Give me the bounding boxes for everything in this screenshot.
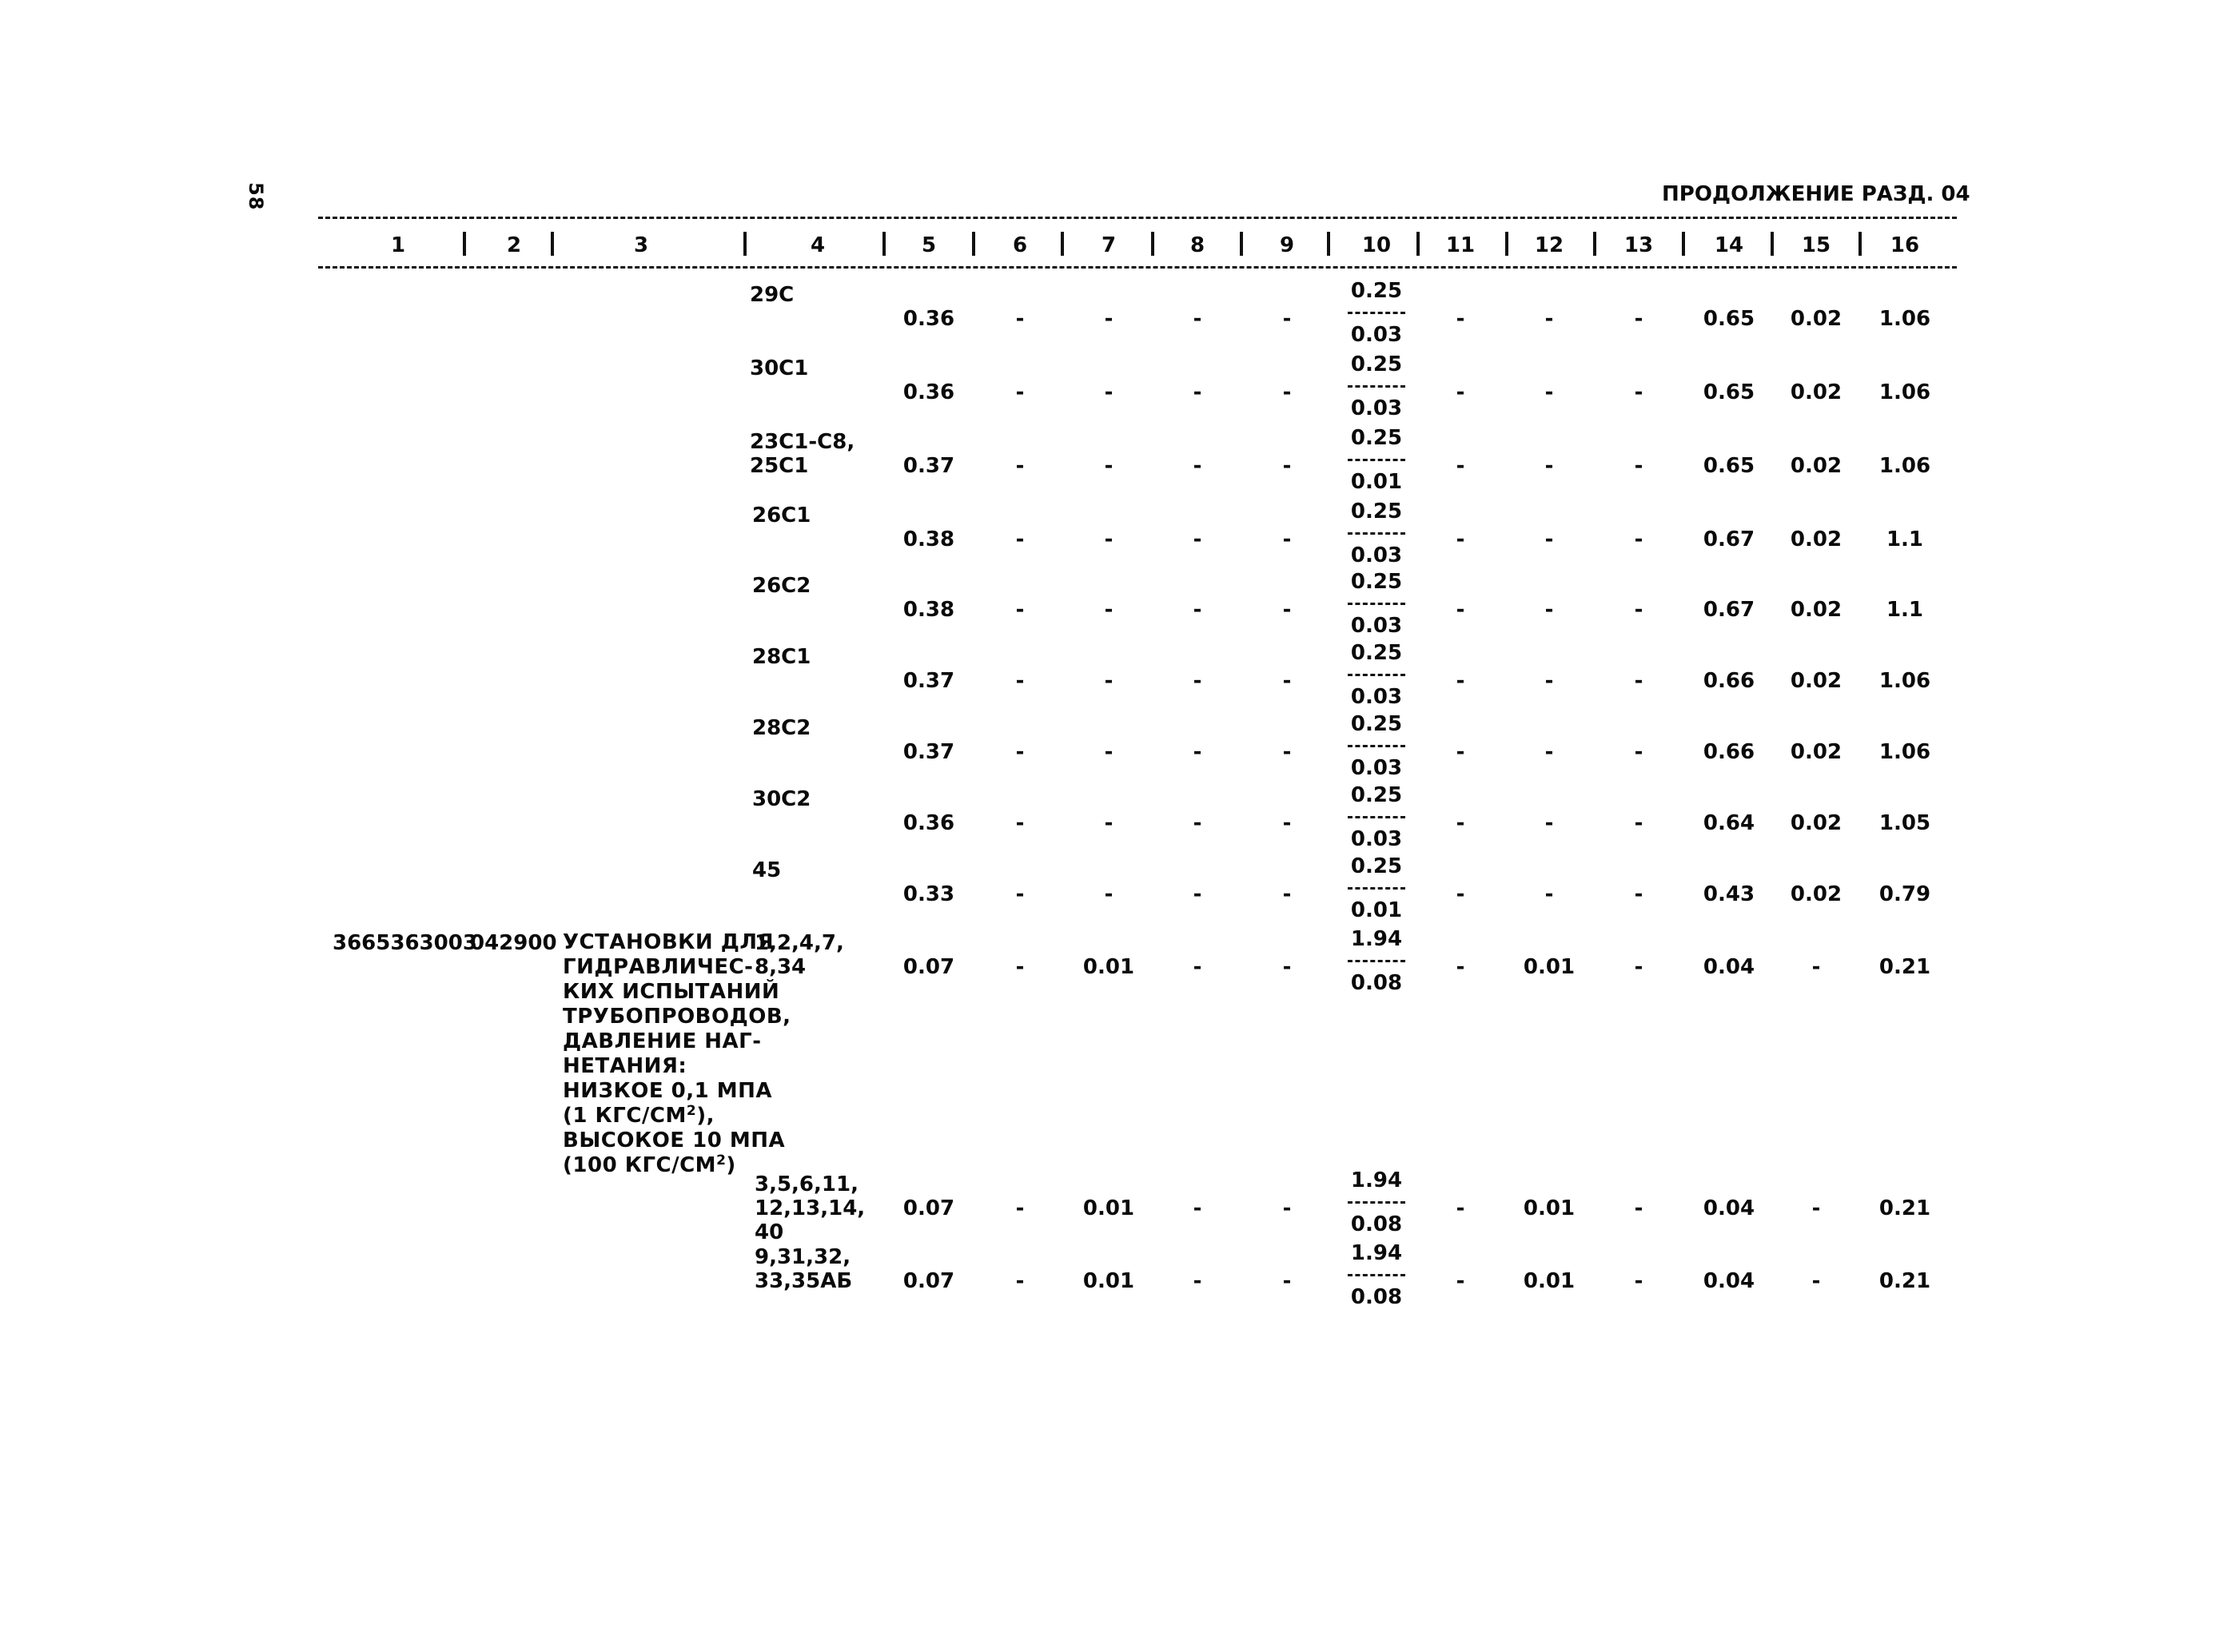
- fraction-numerator: 0.25: [1350, 279, 1403, 303]
- description-line: [563, 1104, 791, 1129]
- cell-mark: 1,2,4,7,: [755, 931, 844, 955]
- cell-c15: 0.02: [1790, 882, 1843, 906]
- cell-c16: 0.21: [1878, 1269, 1931, 1293]
- cell-c12: -: [1544, 307, 1554, 331]
- fraction-denominator: 0.01: [1350, 898, 1403, 922]
- header-col-3: 3: [633, 233, 649, 257]
- cell-c7: -: [1104, 598, 1113, 622]
- cell-c9: -: [1282, 307, 1292, 331]
- cell-mark: 8,34: [755, 955, 807, 979]
- cell-fraction: [1329, 714, 1424, 778]
- cell-c8: -: [1193, 454, 1202, 478]
- cell-c16: 1.06: [1878, 454, 1931, 478]
- cell-c16: 1.06: [1878, 307, 1931, 331]
- fraction-denominator: 0.03: [1350, 827, 1403, 851]
- fraction-denominator: 0.08: [1350, 971, 1403, 995]
- cell-c12: -: [1544, 527, 1554, 551]
- cell-c9: -: [1282, 380, 1292, 404]
- description-line: УСТАНОВКИ ДЛЯ: [563, 930, 774, 954]
- cell-c12: -: [1544, 811, 1554, 835]
- fraction-bar: [1348, 960, 1405, 962]
- cell-c6: -: [1015, 527, 1025, 551]
- header-separator: [972, 232, 975, 256]
- description-text: (100 КГС/СМ: [563, 1153, 717, 1177]
- description-line: НИЗКОЕ 0,1 МПА: [563, 1079, 773, 1103]
- header-bottom-rule: [318, 266, 1957, 269]
- fraction-denominator: 0.03: [1350, 756, 1403, 780]
- cell-c16: 0.79: [1878, 882, 1931, 906]
- fraction-numerator: 1.94: [1350, 1168, 1403, 1192]
- cell-c8: -: [1193, 882, 1202, 906]
- cell-mark: 26С1: [752, 504, 811, 527]
- cell-c13: -: [1634, 955, 1643, 979]
- cell-c6: -: [1015, 955, 1025, 979]
- fraction-bar: [1348, 1274, 1405, 1276]
- header-separator: [1505, 232, 1508, 256]
- cell-c8: -: [1193, 307, 1202, 331]
- cell-c7: 0.01: [1082, 1196, 1135, 1220]
- cell-c13: -: [1634, 1269, 1643, 1293]
- cell-c5: 0.36: [902, 380, 955, 404]
- cell-c11: -: [1456, 669, 1465, 693]
- description-line: НЕТАНИЯ:: [563, 1054, 687, 1078]
- cell-fraction: [1329, 856, 1424, 921]
- cell-c9: -: [1282, 598, 1292, 622]
- cell-c14: 0.64: [1703, 811, 1755, 835]
- header-separator: [1593, 232, 1596, 256]
- cell-c12: -: [1544, 882, 1554, 906]
- header-col-6: 6: [1012, 233, 1028, 257]
- section-title: ПРОДОЛЖЕНИЕ РАЗД. 04: [1662, 182, 1970, 206]
- cell-c15: 0.02: [1790, 380, 1843, 404]
- header-separator: [1327, 232, 1330, 256]
- cell-c5: 0.36: [902, 307, 955, 331]
- cell-c13: -: [1634, 882, 1643, 906]
- fraction-denominator: 0.03: [1350, 323, 1403, 347]
- cell-mark: 30С2: [752, 787, 811, 811]
- fraction-bar: [1348, 674, 1405, 676]
- cell-c15: 0.02: [1790, 527, 1843, 551]
- cell-c6: -: [1015, 882, 1025, 906]
- fraction-bar: [1348, 816, 1405, 818]
- fraction-numerator: 0.25: [1350, 500, 1403, 523]
- cell-c13: -: [1634, 811, 1643, 835]
- cell-c16: 1.1: [1886, 527, 1924, 551]
- fraction-bar: [1348, 312, 1405, 314]
- cell-c15: 0.02: [1790, 454, 1843, 478]
- cell-c11: -: [1456, 955, 1465, 979]
- cell-c9: -: [1282, 955, 1292, 979]
- fraction-bar: [1348, 1201, 1405, 1204]
- cell-c13: -: [1634, 527, 1643, 551]
- cell-c6: -: [1015, 307, 1025, 331]
- description-line: КИХ ИСПЫТАНИЙ: [563, 980, 780, 1004]
- fraction-numerator: 0.25: [1350, 712, 1403, 736]
- cell-c5: 0.33: [902, 882, 955, 906]
- cell-c12: 0.01: [1523, 955, 1576, 979]
- fraction-bar: [1348, 459, 1405, 461]
- cell-fraction: [1329, 929, 1424, 993]
- cell-c11: -: [1456, 598, 1465, 622]
- header-col-5: 5: [921, 233, 937, 257]
- cell-c14: 0.65: [1703, 307, 1755, 331]
- header-separator: [1416, 232, 1420, 256]
- cell-c16: 1.05: [1878, 811, 1931, 835]
- cell-c6: -: [1015, 1269, 1025, 1293]
- description-line: ДАВЛЕНИЕ НАГ-: [563, 1029, 762, 1053]
- cell-c12: 0.01: [1523, 1269, 1576, 1293]
- cell-c12: -: [1544, 669, 1554, 693]
- fraction-bar: [1348, 603, 1405, 605]
- cell-c9: -: [1282, 882, 1292, 906]
- cell-c7: -: [1104, 307, 1113, 331]
- cell-c16: 1.06: [1878, 740, 1931, 764]
- cell-c15: -: [1811, 1196, 1821, 1220]
- header-col-10: 10: [1361, 233, 1392, 257]
- cell-fraction: [1329, 428, 1424, 492]
- cell-c12: -: [1544, 454, 1554, 478]
- description-line: ТРУБОПРОВОДОВ,: [563, 1005, 791, 1029]
- cell-c5: 0.38: [902, 527, 955, 551]
- cell-fraction: [1329, 354, 1424, 419]
- cell-c8: -: [1193, 598, 1202, 622]
- cell-c7: -: [1104, 669, 1113, 693]
- header-col-4: 4: [810, 233, 826, 257]
- header-col-11: 11: [1445, 233, 1476, 257]
- fraction-bar: [1348, 385, 1405, 388]
- cell-c7: 0.01: [1082, 1269, 1135, 1293]
- cell-c8: -: [1193, 740, 1202, 764]
- page-number: 58: [245, 182, 267, 211]
- cell-c5: 0.07: [902, 955, 955, 979]
- cell-fraction: [1329, 281, 1424, 345]
- cell-fraction: [1329, 1170, 1424, 1235]
- cell-subcode: 042900: [470, 931, 557, 955]
- fraction-bar: [1348, 887, 1405, 890]
- fraction-numerator: 0.25: [1350, 854, 1403, 878]
- description-text: (1 КГС/СМ: [563, 1104, 687, 1128]
- cell-c12: -: [1544, 740, 1554, 764]
- fraction-denominator: 0.03: [1350, 614, 1403, 638]
- cell-c14: 0.04: [1703, 955, 1755, 979]
- description-text: ),: [696, 1104, 715, 1128]
- cell-mark: 23С1-С8,: [750, 430, 855, 454]
- cell-c5: 0.38: [902, 598, 955, 622]
- cell-c11: -: [1456, 1269, 1465, 1293]
- superscript: 2: [716, 1152, 727, 1168]
- cell-c8: -: [1193, 811, 1202, 835]
- cell-c14: 0.04: [1703, 1196, 1755, 1220]
- fraction-numerator: 0.25: [1350, 641, 1403, 665]
- cell-c6: -: [1015, 1196, 1025, 1220]
- cell-c5: 0.07: [902, 1196, 955, 1220]
- cell-c11: -: [1456, 527, 1465, 551]
- cell-c11: -: [1456, 882, 1465, 906]
- cell-c11: -: [1456, 454, 1465, 478]
- cell-mark: 40: [755, 1220, 784, 1244]
- cell-mark: 12,13,14,: [755, 1196, 866, 1220]
- header-col-7: 7: [1101, 233, 1117, 257]
- cell-c16: 0.21: [1878, 1196, 1931, 1220]
- cell-c5: 0.07: [902, 1269, 955, 1293]
- cell-c12: -: [1544, 598, 1554, 622]
- cell-c8: -: [1193, 1269, 1202, 1293]
- fraction-denominator: 0.03: [1350, 543, 1403, 567]
- header-col-12: 12: [1534, 233, 1564, 257]
- header-separator: [1061, 232, 1064, 256]
- cell-c15: -: [1811, 1269, 1821, 1293]
- cell-fraction: [1329, 785, 1424, 850]
- cell-c8: -: [1193, 1196, 1202, 1220]
- cell-c7: -: [1104, 811, 1113, 835]
- cell-c12: -: [1544, 380, 1554, 404]
- cell-mark: 26С2: [752, 574, 811, 598]
- cell-c5: 0.37: [902, 669, 955, 693]
- fraction-numerator: 1.94: [1350, 927, 1403, 951]
- cell-c16: 1.06: [1878, 669, 1931, 693]
- cell-c14: 0.65: [1703, 380, 1755, 404]
- header-col-13: 13: [1623, 233, 1654, 257]
- cell-c9: -: [1282, 1196, 1292, 1220]
- header-col-9: 9: [1279, 233, 1295, 257]
- cell-mark: 3,5,6,11,: [755, 1172, 859, 1196]
- cell-c13: -: [1634, 598, 1643, 622]
- cell-c9: -: [1282, 811, 1292, 835]
- fraction-bar: [1348, 532, 1405, 535]
- cell-c5: 0.36: [902, 811, 955, 835]
- cell-c15: 0.02: [1790, 811, 1843, 835]
- cell-c5: 0.37: [902, 454, 955, 478]
- cell-c8: -: [1193, 527, 1202, 551]
- cell-mark: 45: [752, 858, 782, 882]
- cell-c13: -: [1634, 669, 1643, 693]
- cell-c6: -: [1015, 598, 1025, 622]
- cell-c13: -: [1634, 307, 1643, 331]
- cell-c16: 1.1: [1886, 598, 1924, 622]
- cell-c6: -: [1015, 454, 1025, 478]
- fraction-numerator: 0.25: [1350, 352, 1403, 376]
- cell-c13: -: [1634, 740, 1643, 764]
- fraction-numerator: 0.25: [1350, 570, 1403, 594]
- cell-c11: -: [1456, 740, 1465, 764]
- cell-mark: 28С2: [752, 716, 811, 740]
- cell-c9: -: [1282, 669, 1292, 693]
- cell-c8: -: [1193, 380, 1202, 404]
- header-col-8: 8: [1189, 233, 1205, 257]
- cell-c16: 1.06: [1878, 380, 1931, 404]
- description-text: ): [726, 1153, 736, 1177]
- cell-fraction: [1329, 501, 1424, 566]
- cell-c6: -: [1015, 380, 1025, 404]
- fraction-bar: [1348, 745, 1405, 747]
- cell-c9: -: [1282, 740, 1292, 764]
- cell-c11: -: [1456, 1196, 1465, 1220]
- cell-c15: -: [1811, 955, 1821, 979]
- header-separator: [743, 232, 747, 256]
- header-col-14: 14: [1714, 233, 1744, 257]
- cell-c7: -: [1104, 454, 1113, 478]
- cell-c15: 0.02: [1790, 598, 1843, 622]
- cell-fraction: [1329, 1243, 1424, 1308]
- header-col-1: 1: [390, 233, 406, 257]
- header-top-rule: [318, 217, 1957, 219]
- cell-c14: 0.65: [1703, 454, 1755, 478]
- header-col-16: 16: [1890, 233, 1920, 257]
- header-separator: [463, 232, 466, 256]
- cell-c7: -: [1104, 380, 1113, 404]
- header-separator: [1682, 232, 1685, 256]
- header-separator: [1151, 232, 1154, 256]
- fraction-denominator: 0.03: [1350, 396, 1403, 420]
- cell-c9: -: [1282, 527, 1292, 551]
- cell-c6: -: [1015, 811, 1025, 835]
- cell-c7: -: [1104, 882, 1113, 906]
- cell-c13: -: [1634, 1196, 1643, 1220]
- cell-fraction: [1329, 571, 1424, 636]
- cell-mark: 30С1: [750, 356, 809, 380]
- cell-c11: -: [1456, 380, 1465, 404]
- cell-c6: -: [1015, 669, 1025, 693]
- cell-c14: 0.67: [1703, 527, 1755, 551]
- cell-mark: 28С1: [752, 645, 811, 669]
- cell-c11: -: [1456, 811, 1465, 835]
- cell-mark: 33,35АБ: [755, 1269, 853, 1293]
- cell-c9: -: [1282, 1269, 1292, 1293]
- description-line: ГИДРАВЛИЧЕС-: [563, 955, 754, 979]
- cell-mark: 9,31,32,: [755, 1245, 851, 1269]
- cell-c14: 0.67: [1703, 598, 1755, 622]
- cell-mark: 29С: [750, 283, 795, 307]
- cell-c15: 0.02: [1790, 307, 1843, 331]
- fraction-denominator: 0.08: [1350, 1212, 1403, 1236]
- cell-c14: 0.66: [1703, 740, 1755, 764]
- fraction-numerator: 0.25: [1350, 783, 1403, 807]
- cell-c9: -: [1282, 454, 1292, 478]
- cell-c7: 0.01: [1082, 955, 1135, 979]
- cell-code: 3665363003: [333, 931, 477, 955]
- fraction-numerator: 1.94: [1350, 1241, 1403, 1265]
- cell-c14: 0.04: [1703, 1269, 1755, 1293]
- cell-c8: -: [1193, 669, 1202, 693]
- cell-c11: -: [1456, 307, 1465, 331]
- header-separator: [551, 232, 554, 256]
- cell-c15: 0.02: [1790, 669, 1843, 693]
- header-col-2: 2: [506, 233, 522, 257]
- fraction-denominator: 0.03: [1350, 685, 1403, 709]
- cell-c16: 0.21: [1878, 955, 1931, 979]
- cell-fraction: [1329, 643, 1424, 707]
- fraction-numerator: 0.25: [1350, 426, 1403, 450]
- cell-c6: -: [1015, 740, 1025, 764]
- cell-c7: -: [1104, 527, 1113, 551]
- description-line: ВЫСОКОЕ 10 МПА: [563, 1129, 786, 1152]
- cell-c14: 0.66: [1703, 669, 1755, 693]
- cell-c14: 0.43: [1703, 882, 1755, 906]
- cell-c7: -: [1104, 740, 1113, 764]
- fraction-denominator: 0.01: [1350, 470, 1403, 494]
- cell-c13: -: [1634, 380, 1643, 404]
- cell-c15: 0.02: [1790, 740, 1843, 764]
- cell-c13: -: [1634, 454, 1643, 478]
- cell-c8: -: [1193, 955, 1202, 979]
- superscript: 2: [686, 1103, 697, 1119]
- fraction-denominator: 0.08: [1350, 1285, 1403, 1309]
- header-separator: [882, 232, 886, 256]
- cell-c5: 0.37: [902, 740, 955, 764]
- cell-mark: 25С1: [750, 454, 809, 478]
- cell-c12: 0.01: [1523, 1196, 1576, 1220]
- header-col-15: 15: [1801, 233, 1831, 257]
- header-separator: [1858, 232, 1862, 256]
- header-separator: [1240, 232, 1243, 256]
- header-separator: [1771, 232, 1774, 256]
